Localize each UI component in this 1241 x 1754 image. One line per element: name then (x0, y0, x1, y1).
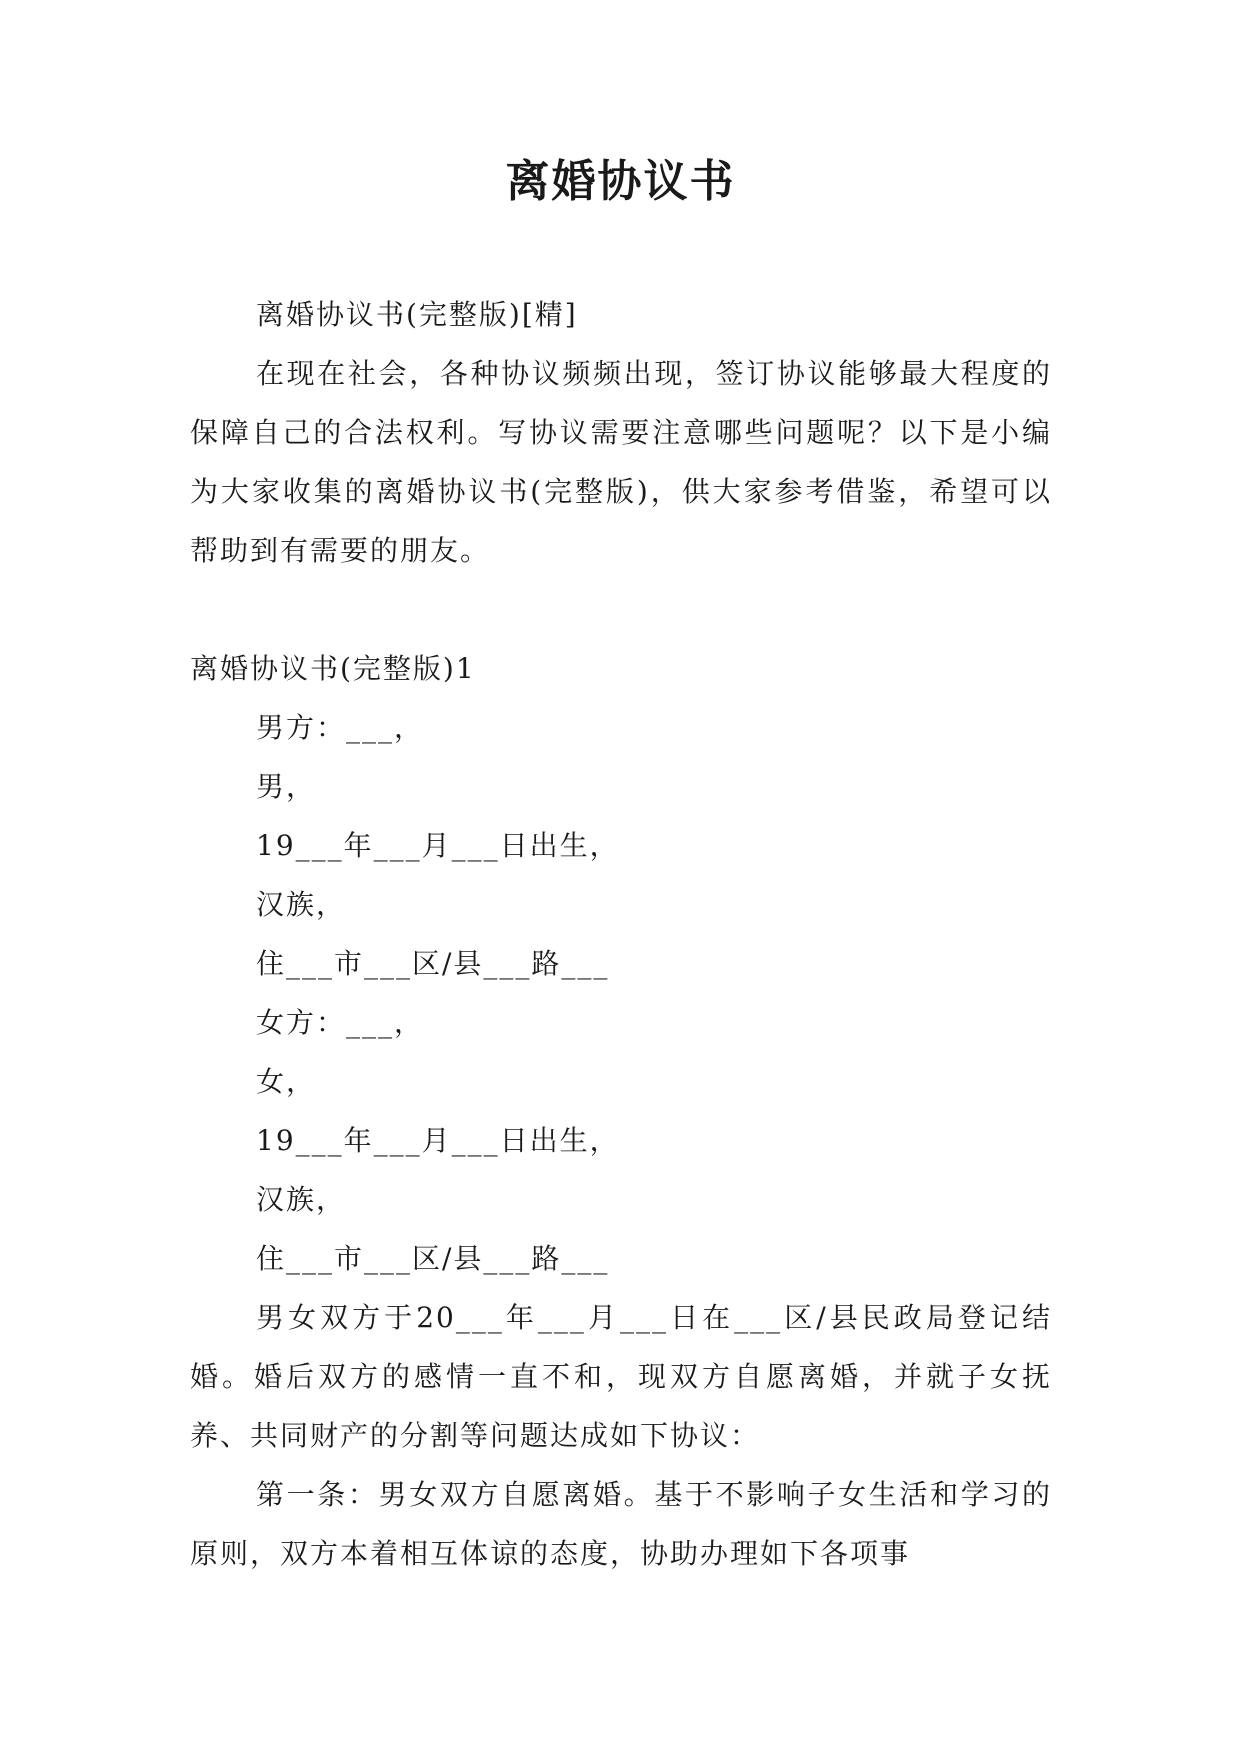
section-heading: 离婚协议书(完整版)1 (190, 652, 476, 685)
male-gender-line: 男， (256, 770, 317, 803)
female-birth-line: 19___年___月___日出生， (256, 1124, 620, 1157)
paragraph-spacer (190, 580, 1052, 639)
male-address-line: 住___市___区/县___路___ (256, 947, 610, 980)
male-ethnicity-line: 汉族， (256, 888, 347, 921)
female-gender-line: 女， (256, 1065, 317, 1098)
document-title: 离婚协议书 (505, 156, 736, 207)
male-party-line: 男方：___， (256, 711, 425, 744)
document-subtitle: 离婚协议书(完整版)[精] (256, 298, 578, 331)
document-body (190, 285, 1052, 1583)
female-party-line: 女方：___， (256, 1006, 425, 1039)
female-address-line: 住___市___区/县___路___ (256, 1242, 610, 1275)
female-ethnicity-line: 汉族， (256, 1183, 347, 1216)
intro-paragraph: 在现在社会，各种协议频频出现，签订协议能够最大程度的保障自己的合法权利。写协议需要注意哪些问题呢？以下是小编为大家收集的离婚协议书(完整版)，供大家参考借鉴，希望可以帮助到有需要的朋友。 (190, 357, 1052, 567)
male-birth-line: 19___年___月___日出生， (256, 829, 620, 862)
marriage-statement-paragraph: 男女双方于20___年___月___日在___区/县民政局登记结婚。婚后双方的感情一直不和，现双方自愿离婚，并就子女抚养、共同财产的分割等问题达成如下协议： (190, 1301, 1052, 1452)
article-1-paragraph: 第一条：男女双方自愿离婚。基于不影响子女生活和学习的原则，双方本着相互体谅的态度，协助办理如下各项事 (190, 1478, 1052, 1570)
